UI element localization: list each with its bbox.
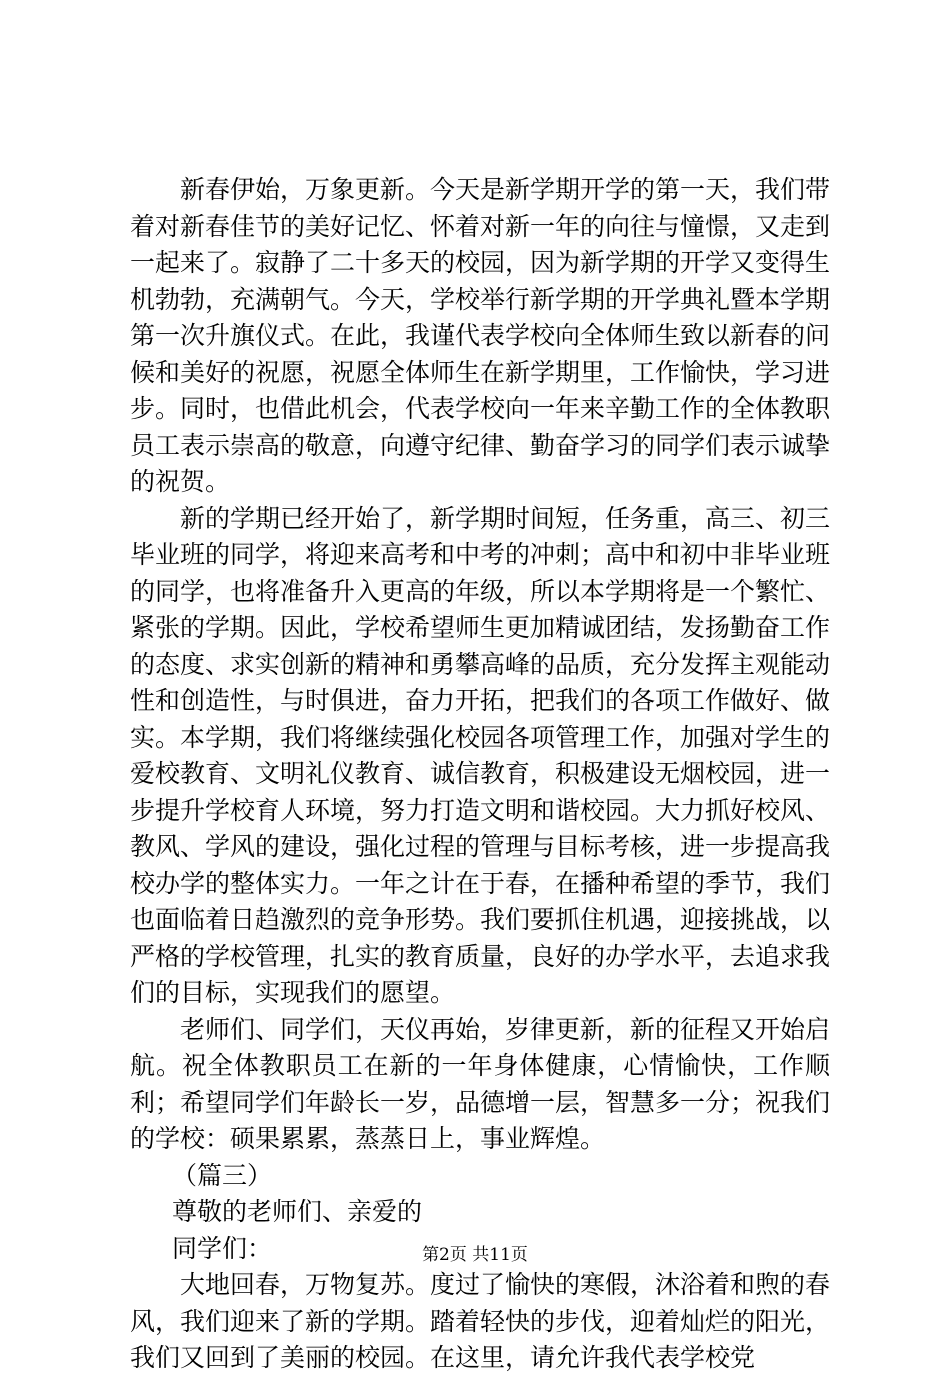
page-indicator: 第2页 共11页	[422, 1245, 528, 1265]
document-body	[130, 172, 830, 1377]
salutation-line-1: 尊敬的老师们、亲爱的	[172, 1197, 423, 1226]
paragraph-closing-wishes: 老师们、同学们，天仪再始，岁律更新，新的征程又开始启航。祝全体教职员工在新的一年身体健康，心情愉快，工作顺利；希望同学们年龄长一岁，品德增一层，智慧多一分；祝我们的学校：硕果累累，蒸蒸日上，事业辉煌。	[130, 1014, 831, 1153]
paragraph-new-semester: 新的学期已经开始了，新学期时间短，任务重，高三、初三毕业班的同学，将迎来高考和中考的冲刺；高中和初中非毕业班的同学，也将准备升入更高的年级，所以本学期将是一个繁忙、紧张的学期。因此，学校希望师生更加精诚团结，发扬勤奋工作的态度、求实创新的精神和勇攀高峰的品质，充分发挥主观能动性和创造性，与时俱进，奋力开拓，把我们的各项工作做好、做实。本学期，我们将继续强化校园各项管理工作，加强对学生的爱校教育、文明礼仪教育、诚信教育，积极建设无烟校园，进一步提升学校育人环境，努力打造文明和谐校园。大力抓好校风、教风、学风的建设，强化过程的管理与目标考核，进一步提高我校办学的整体实力。一年之计在于春，在播种希望的季节，我们也面临着日趋激烈的竞争形势。我们要抓住机遇，迎接挑战，以严格的学校管理，扎实的教育质量，良好的办学水平，去追求我们的目标，实现我们的愿望。	[130, 503, 831, 1007]
paragraph-spring-returns: 大地回春，万物复苏。度过了愉快的寒假，沐浴着和煦的春风，我们迎来了新的学期。踏着轻快的步伐，迎着灿烂的阳光，我们又回到了美丽的校园。在这里，请允许我代表学校党	[130, 1270, 831, 1372]
paragraph-new-spring: 新春伊始，万象更新。今天是新学期开学的第一天，我们带着对新春佳节的美好记忆、怀着对新一年的向往与憧憬，又走到一起来了。寂静了二十多天的校园，因为新学期的开学又变得生机勃勃，充满朝气。今天，学校举行新学期的开学典礼暨本学期第一次升旗仪式。在此，我谨代表学校向全体师生致以新春的问候和美好的祝愿，祝愿全体师生在新学期里，工作愉快，学习进步。同时，也借此机会，代表学校向一年来辛勤工作的全体教职员工表示崇高的敬意，向遵守纪律、勤奋学习的同学们表示诚挚的祝贺。	[130, 175, 831, 496]
section-label: （篇三）	[172, 1160, 273, 1190]
salutation-line-2: 同学们：	[172, 1233, 273, 1263]
